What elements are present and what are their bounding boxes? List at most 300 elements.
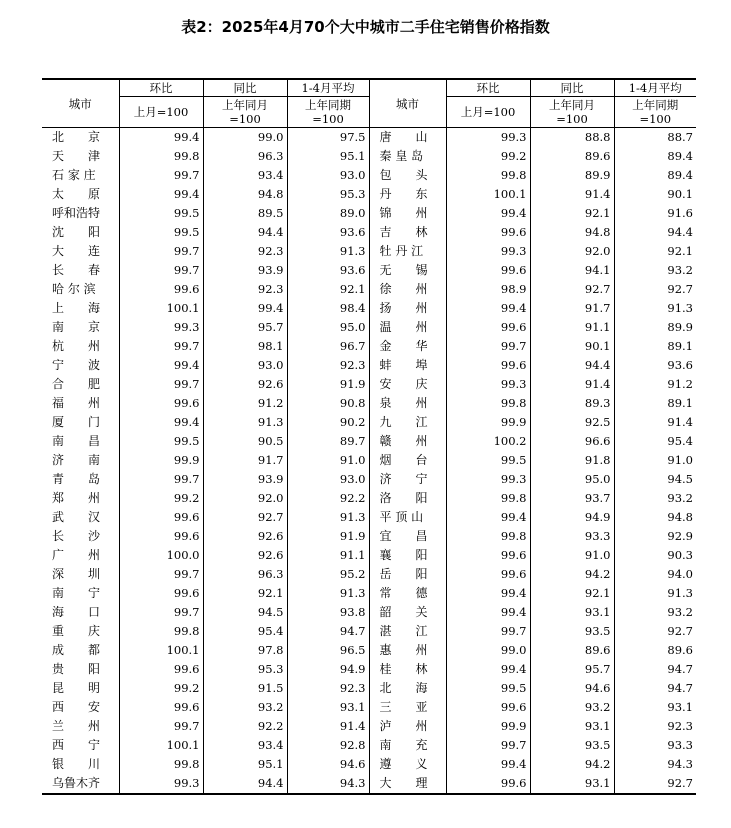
city-right-cell: 泸 州 [369,717,446,736]
avg-left-cell: 95.2 [287,565,369,584]
mom-left-cell: 99.3 [119,774,203,794]
yoy-left-cell: 95.7 [203,318,287,337]
table-row [42,280,696,299]
mom-right-cell: 99.4 [446,204,530,223]
table-row [42,565,696,584]
yoy-right-cell: 94.8 [530,223,614,242]
yoy-left-cell: 92.1 [203,584,287,603]
table-title: 表2：2025年4月70个大中城市二手住宅销售价格指数 [181,18,550,36]
avg-right-cell: 91.3 [614,299,696,318]
yoy-right-cell: 93.1 [530,774,614,794]
city-right-cell: 洛 阳 [369,489,446,508]
avg-right-cell: 89.9 [614,318,696,337]
yoy-right-cell: 94.1 [530,261,614,280]
yoy-right-cell: 92.1 [530,204,614,223]
yoy-left-cell: 91.2 [203,394,287,413]
table-row [42,774,696,794]
table-row [42,375,696,394]
mom-right-cell: 100.2 [446,432,530,451]
city-left-cell: 乌鲁木齐 [42,774,119,794]
avg-right-cell: 90.3 [614,546,696,565]
city-left-cell: 太 原 [52,187,101,201]
mom-right-cell: 100.1 [446,185,530,204]
mom-right-cell: 99.3 [446,470,530,489]
yoy-right-cell: 93.3 [530,527,614,546]
city-right-cell: 金 华 [369,337,446,356]
avg-right-cell: 91.4 [614,413,696,432]
city-left-cell: 银 川 [52,757,101,771]
mom-left-cell: 99.6 [119,394,203,413]
mom-right-cell: 99.9 [446,413,530,432]
yoy-right-cell: 94.2 [530,755,614,774]
yoy-right-cell: 92.5 [530,413,614,432]
avg-right-cell: 92.7 [614,280,696,299]
mom-right-cell: 99.8 [446,394,530,413]
mom-left-cell: 99.5 [119,204,203,223]
avg-right-cell: 92.1 [614,242,696,261]
mom-base-left: 上月=100 [119,97,203,128]
city-left-cell: 武 汉 [52,510,101,524]
avg-right-cell: 90.1 [614,185,696,204]
mom-left-cell: 99.6 [119,527,203,546]
city-right-cell: 泉 州 [369,394,446,413]
mom-left-cell: 99.6 [119,508,203,527]
avg-right-cell: 94.5 [614,470,696,489]
avg-left-cell: 93.6 [287,223,369,242]
yoy-left-cell: 92.6 [203,527,287,546]
yoy-right-cell: 92.7 [530,280,614,299]
avg-left-cell: 94.7 [287,622,369,641]
mom-left-cell: 99.7 [119,470,203,489]
avg-left-cell: 94.3 [287,774,369,794]
avg-base-left: 上年同期 =100 [287,97,369,128]
city-left-cell: 福 州 [52,396,101,410]
avg-left-cell: 90.8 [287,394,369,413]
table-body [42,128,696,795]
avg-right-cell: 93.3 [614,736,696,755]
yoy-right-cell: 91.7 [530,299,614,318]
mom-left-cell: 100.0 [119,546,203,565]
avg-left-cell: 92.1 [287,280,369,299]
yoy-left-cell: 91.7 [203,451,287,470]
mom-left-cell: 99.7 [119,261,203,280]
mom-right-cell: 99.4 [446,584,530,603]
yoy-left-cell: 92.6 [203,546,287,565]
mom-left-cell: 99.7 [119,375,203,394]
city-right-cell: 宜 昌 [369,527,446,546]
avg-left-cell: 96.5 [287,641,369,660]
city-left-cell: 成 都 [52,643,101,657]
avg-left-cell: 90.2 [287,413,369,432]
mom-base-right: 上月=100 [446,97,530,128]
yoy-right-cell: 93.1 [530,603,614,622]
yoy-base-left: 上年同月 =100 [203,97,287,128]
avg-left-cell: 91.9 [287,375,369,394]
avg-right-cell: 91.3 [614,584,696,603]
mom-right-cell: 99.2 [446,147,530,166]
mom-right-cell: 98.9 [446,280,530,299]
avg-base-right: 上年同期 =100 [614,97,696,128]
mom-right-cell: 99.4 [446,299,530,318]
city-left-cell: 贵 阳 [52,662,101,676]
city-right-cell: 平 顶 山 [369,508,446,527]
city-right-cell: 岳 阳 [369,565,446,584]
mom-left-cell: 99.8 [119,147,203,166]
avg-right-cell: 93.2 [614,603,696,622]
yoy-left-cell: 94.5 [203,603,287,622]
avg-right-cell: 92.7 [614,622,696,641]
mom-right-cell: 99.7 [446,622,530,641]
avg-left-cell: 93.6 [287,261,369,280]
yoy-left-cell: 90.5 [203,432,287,451]
yoy-header-left: 同比 [203,79,287,97]
yoy-left-cell: 97.8 [203,641,287,660]
city-left-cell: 郑 州 [52,491,101,505]
yoy-left-cell: 96.3 [203,565,287,584]
mom-right-cell: 99.3 [446,375,530,394]
mom-left-cell: 99.7 [119,337,203,356]
avg-left-cell: 91.4 [287,717,369,736]
city-right-cell: 大 理 [369,774,446,794]
city-right-cell: 遵 义 [369,755,446,774]
table-row [42,698,696,717]
avg-left-cell: 92.3 [287,679,369,698]
avg-right-cell: 94.4 [614,223,696,242]
table-row [42,299,696,318]
avg-left-cell: 93.0 [287,166,369,185]
yoy-right-cell: 89.6 [530,147,614,166]
price-index-table [42,78,696,795]
avg-right-cell: 93.1 [614,698,696,717]
avg-left-cell: 97.5 [287,128,369,148]
city-right-cell: 吉 林 [369,223,446,242]
table-row [42,622,696,641]
mom-right-cell: 99.9 [446,717,530,736]
mom-header-right: 环比 [446,79,530,97]
yoy-left-cell: 95.1 [203,755,287,774]
table-row [42,679,696,698]
yoy-base-right: 上年同月 =100 [530,97,614,128]
mom-right-cell: 99.8 [446,166,530,185]
avg-right-cell: 95.4 [614,432,696,451]
yoy-left-cell: 98.1 [203,337,287,356]
avg-left-cell: 96.7 [287,337,369,356]
avg-right-cell: 91.2 [614,375,696,394]
avg-right-cell: 94.0 [614,565,696,584]
avg-left-cell: 91.1 [287,546,369,565]
table-row [42,584,696,603]
table-row [42,489,696,508]
city-left-cell: 西 宁 [52,738,101,752]
table-row [42,755,696,774]
yoy-left-cell: 89.5 [203,204,287,223]
city-right-cell: 锦 州 [369,204,446,223]
city-left-cell: 沈 阳 [52,225,101,239]
city-left-cell: 大 连 [52,244,101,258]
city-right-cell: 唐 山 [369,128,446,148]
mom-left-cell: 100.1 [119,641,203,660]
table-row [42,432,696,451]
city-left-cell: 石 家 庄 [52,168,96,182]
yoy-left-cell: 94.4 [203,774,287,794]
mom-left-cell: 99.7 [119,603,203,622]
city-right-cell: 桂 林 [369,660,446,679]
yoy-right-cell: 93.5 [530,622,614,641]
city-left-cell: 昆 明 [52,681,101,695]
yoy-left-cell: 92.3 [203,242,287,261]
mom-right-cell: 99.3 [446,128,530,148]
yoy-left-cell: 93.2 [203,698,287,717]
yoy-right-cell: 94.4 [530,356,614,375]
city-right-cell: 扬 州 [369,299,446,318]
yoy-left-cell: 91.5 [203,679,287,698]
avg-right-cell: 89.1 [614,337,696,356]
yoy-right-cell: 90.1 [530,337,614,356]
city-right-cell: 韶 关 [369,603,446,622]
mom-left-cell: 99.7 [119,565,203,584]
yoy-right-cell: 92.1 [530,584,614,603]
table-row [42,242,696,261]
city-left-cell: 长 沙 [52,529,101,543]
avg-right-cell: 92.7 [614,774,696,794]
yoy-right-cell: 93.7 [530,489,614,508]
city-left-cell: 济 南 [52,453,101,467]
avg-left-cell: 93.1 [287,698,369,717]
mom-right-cell: 99.4 [446,660,530,679]
city-left-cell: 北 京 [52,130,101,144]
avg-right-cell: 91.6 [614,204,696,223]
avg-left-cell: 92.3 [287,356,369,375]
mom-left-cell: 99.4 [119,185,203,204]
avg-left-cell: 89.0 [287,204,369,223]
mom-right-cell: 99.7 [446,337,530,356]
yoy-left-cell: 91.3 [203,413,287,432]
yoy-left-cell: 96.3 [203,147,287,166]
avg-right-cell: 89.1 [614,394,696,413]
mom-right-cell: 99.6 [446,356,530,375]
mom-right-cell: 99.6 [446,546,530,565]
mom-left-cell: 99.7 [119,717,203,736]
mom-right-cell: 99.6 [446,223,530,242]
city-left-cell: 青 岛 [52,472,101,486]
mom-left-cell: 99.6 [119,660,203,679]
mom-right-cell: 99.4 [446,755,530,774]
mom-right-cell: 99.4 [446,603,530,622]
avg-right-cell: 94.7 [614,660,696,679]
mom-right-cell: 99.6 [446,698,530,717]
yoy-left-cell: 94.4 [203,223,287,242]
city-header-right: 城市 [369,79,446,128]
yoy-right-cell: 91.8 [530,451,614,470]
city-right-cell: 无 锡 [369,261,446,280]
table-row [42,470,696,489]
table-row [42,603,696,622]
city-left-cell: 合 肥 [52,377,101,391]
yoy-left-cell: 93.4 [203,736,287,755]
city-left-cell: 西 安 [52,700,101,714]
city-right-cell: 秦 皇 岛 [369,147,446,166]
mom-right-cell: 99.6 [446,318,530,337]
yoy-left-cell: 92.0 [203,489,287,508]
yoy-left-cell: 99.4 [203,299,287,318]
yoy-right-cell: 91.1 [530,318,614,337]
table-row [42,185,696,204]
avg-right-cell: 89.4 [614,147,696,166]
avg-header-left: 1-4月平均 [287,79,369,97]
yoy-left-cell: 95.4 [203,622,287,641]
avg-left-cell: 93.8 [287,603,369,622]
mom-left-cell: 99.6 [119,584,203,603]
mom-right-cell: 99.6 [446,774,530,794]
avg-right-cell: 94.8 [614,508,696,527]
yoy-left-cell: 92.2 [203,717,287,736]
mom-left-cell: 99.8 [119,622,203,641]
yoy-right-cell: 94.9 [530,508,614,527]
avg-right-cell: 93.2 [614,489,696,508]
yoy-right-cell: 91.4 [530,185,614,204]
table-row [42,147,696,166]
mom-right-cell: 99.6 [446,261,530,280]
city-left-cell: 厦 门 [52,415,101,429]
city-right-cell: 湛 江 [369,622,446,641]
mom-header-left: 环比 [119,79,203,97]
mom-right-cell: 99.3 [446,242,530,261]
avg-left-cell: 93.0 [287,470,369,489]
avg-right-cell: 93.6 [614,356,696,375]
mom-left-cell: 99.2 [119,679,203,698]
avg-left-cell: 95.1 [287,147,369,166]
mom-left-cell: 99.4 [119,356,203,375]
avg-right-cell: 88.7 [614,128,696,148]
yoy-left-cell: 99.0 [203,128,287,148]
mom-left-cell: 100.1 [119,736,203,755]
mom-left-cell: 99.5 [119,223,203,242]
city-left-cell: 长 春 [52,263,101,277]
city-right-cell: 徐 州 [369,280,446,299]
city-right-cell: 济 宁 [369,470,446,489]
mom-left-cell: 99.5 [119,432,203,451]
avg-left-cell: 98.4 [287,299,369,318]
avg-right-cell: 93.2 [614,261,696,280]
table-row [42,736,696,755]
table-row [42,261,696,280]
avg-left-cell: 92.2 [287,489,369,508]
table-row [42,337,696,356]
city-left-cell: 呼和浩特 [52,206,101,220]
city-right-cell: 南 充 [369,736,446,755]
mom-right-cell: 99.5 [446,679,530,698]
yoy-right-cell: 89.3 [530,394,614,413]
city-right-cell: 安 庆 [369,375,446,394]
mom-left-cell: 99.7 [119,242,203,261]
mom-left-cell: 99.4 [119,128,203,148]
table-row [42,128,696,148]
table-row [42,166,696,185]
city-right-cell: 襄 阳 [369,546,446,565]
city-right-cell: 北 海 [369,679,446,698]
yoy-right-cell: 89.9 [530,166,614,185]
yoy-right-cell: 91.0 [530,546,614,565]
table-row [42,451,696,470]
city-left-cell: 南 京 [52,320,101,334]
mom-left-cell: 99.8 [119,755,203,774]
city-right-cell: 九 江 [369,413,446,432]
yoy-right-cell: 94.6 [530,679,614,698]
yoy-left-cell: 93.4 [203,166,287,185]
avg-right-cell: 94.3 [614,755,696,774]
table-row [42,660,696,679]
yoy-left-cell: 92.3 [203,280,287,299]
city-right-cell: 牡 丹 江 [369,242,446,261]
avg-right-cell: 92.9 [614,527,696,546]
city-left-cell: 海 口 [52,605,101,619]
yoy-left-cell: 92.7 [203,508,287,527]
table-row [42,356,696,375]
avg-left-cell: 95.3 [287,185,369,204]
avg-left-cell: 95.0 [287,318,369,337]
city-right-cell: 丹 东 [369,185,446,204]
yoy-right-cell: 95.7 [530,660,614,679]
yoy-right-cell: 93.1 [530,717,614,736]
table-row [42,527,696,546]
city-left-cell: 上 海 [52,301,101,315]
avg-left-cell: 94.6 [287,755,369,774]
city-right-cell: 烟 台 [369,451,446,470]
mom-left-cell: 99.9 [119,451,203,470]
city-right-cell: 蚌 埠 [369,356,446,375]
mom-left-cell: 99.3 [119,318,203,337]
city-left-cell: 南 昌 [52,434,101,448]
avg-right-cell: 91.0 [614,451,696,470]
city-left-cell: 哈 尔 滨 [52,282,96,296]
city-left-cell: 兰 州 [52,719,101,733]
avg-header-right: 1-4月平均 [614,79,696,97]
yoy-right-cell: 93.2 [530,698,614,717]
avg-left-cell: 91.3 [287,242,369,261]
mom-left-cell: 100.1 [119,299,203,318]
table-row [42,508,696,527]
city-left-cell: 深 圳 [52,567,101,581]
avg-left-cell: 92.8 [287,736,369,755]
mom-right-cell: 99.8 [446,527,530,546]
mom-right-cell: 99.8 [446,489,530,508]
mom-left-cell: 99.4 [119,413,203,432]
yoy-left-cell: 92.6 [203,375,287,394]
city-left-cell: 宁 波 [52,358,101,372]
table-row [42,413,696,432]
table-row [42,717,696,736]
mom-right-cell: 99.0 [446,641,530,660]
avg-right-cell: 89.6 [614,641,696,660]
yoy-left-cell: 95.3 [203,660,287,679]
yoy-right-cell: 88.8 [530,128,614,148]
avg-right-cell: 94.7 [614,679,696,698]
yoy-right-cell: 95.0 [530,470,614,489]
city-left-cell: 重 庆 [52,624,101,638]
yoy-right-cell: 91.4 [530,375,614,394]
city-left-cell: 杭 州 [52,339,101,353]
yoy-left-cell: 94.8 [203,185,287,204]
avg-left-cell: 91.3 [287,584,369,603]
avg-left-cell: 91.0 [287,451,369,470]
city-left-cell: 天 津 [52,149,101,163]
city-right-cell: 三 亚 [369,698,446,717]
table-row [42,318,696,337]
avg-left-cell: 94.9 [287,660,369,679]
mom-left-cell: 99.7 [119,166,203,185]
table-row [42,641,696,660]
avg-left-cell: 91.9 [287,527,369,546]
